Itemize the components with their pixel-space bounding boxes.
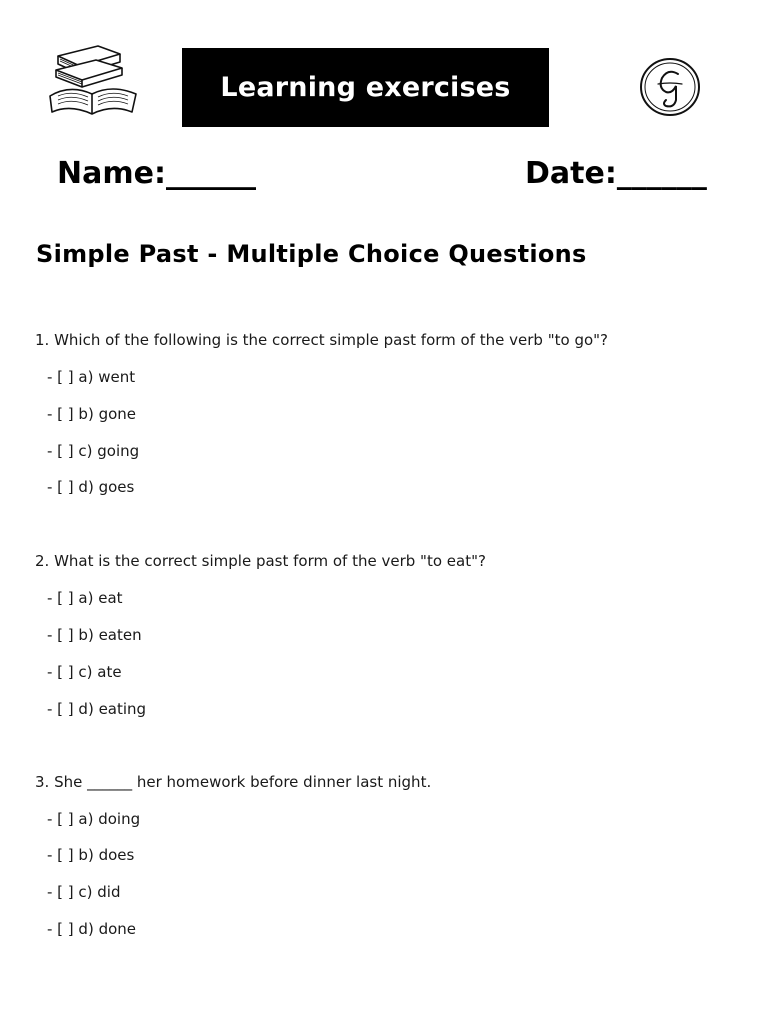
question-2-option-b[interactable]: - [ ] b) eaten — [47, 626, 142, 644]
question-1-option-b[interactable]: - [ ] b) gone — [47, 405, 136, 423]
question-2-option-d[interactable]: - [ ] d) eating — [47, 700, 147, 718]
question-3-option-a[interactable]: - [ ] a) doing — [47, 810, 141, 828]
name-field: Name:______ — [57, 156, 256, 191]
question-2-option-c[interactable]: - [ ] c) ate — [47, 663, 122, 681]
question-3-option-b[interactable]: - [ ] b) does — [47, 846, 135, 864]
question-2-option-a[interactable]: - [ ] a) eat — [47, 589, 123, 607]
question-1-option-d[interactable]: - [ ] d) goes — [47, 478, 135, 496]
question-1: 1. Which of the following is the correct simple past form of the verb "to go"? — [35, 331, 609, 349]
question-3-option-c[interactable]: - [ ] c) did — [47, 883, 121, 901]
question-3: 3. She ______ her homework before dinner last night. — [35, 773, 432, 791]
question-1-option-c[interactable]: - [ ] c) going — [47, 442, 140, 460]
books-icon — [46, 44, 140, 116]
date-field: Date:______ — [525, 156, 707, 191]
question-2: 2. What is the correct simple past form of the verb "to eat"? — [35, 552, 486, 570]
title-banner — [182, 48, 549, 127]
question-1-option-a[interactable]: - [ ] a) went — [47, 368, 136, 386]
section-heading: Simple Past - Multiple Choice Questions — [36, 240, 587, 268]
page-title: Learning exercises — [220, 72, 511, 103]
question-3-option-d[interactable]: - [ ] d) done — [47, 920, 136, 938]
cursive-g-seal-icon — [638, 56, 702, 118]
